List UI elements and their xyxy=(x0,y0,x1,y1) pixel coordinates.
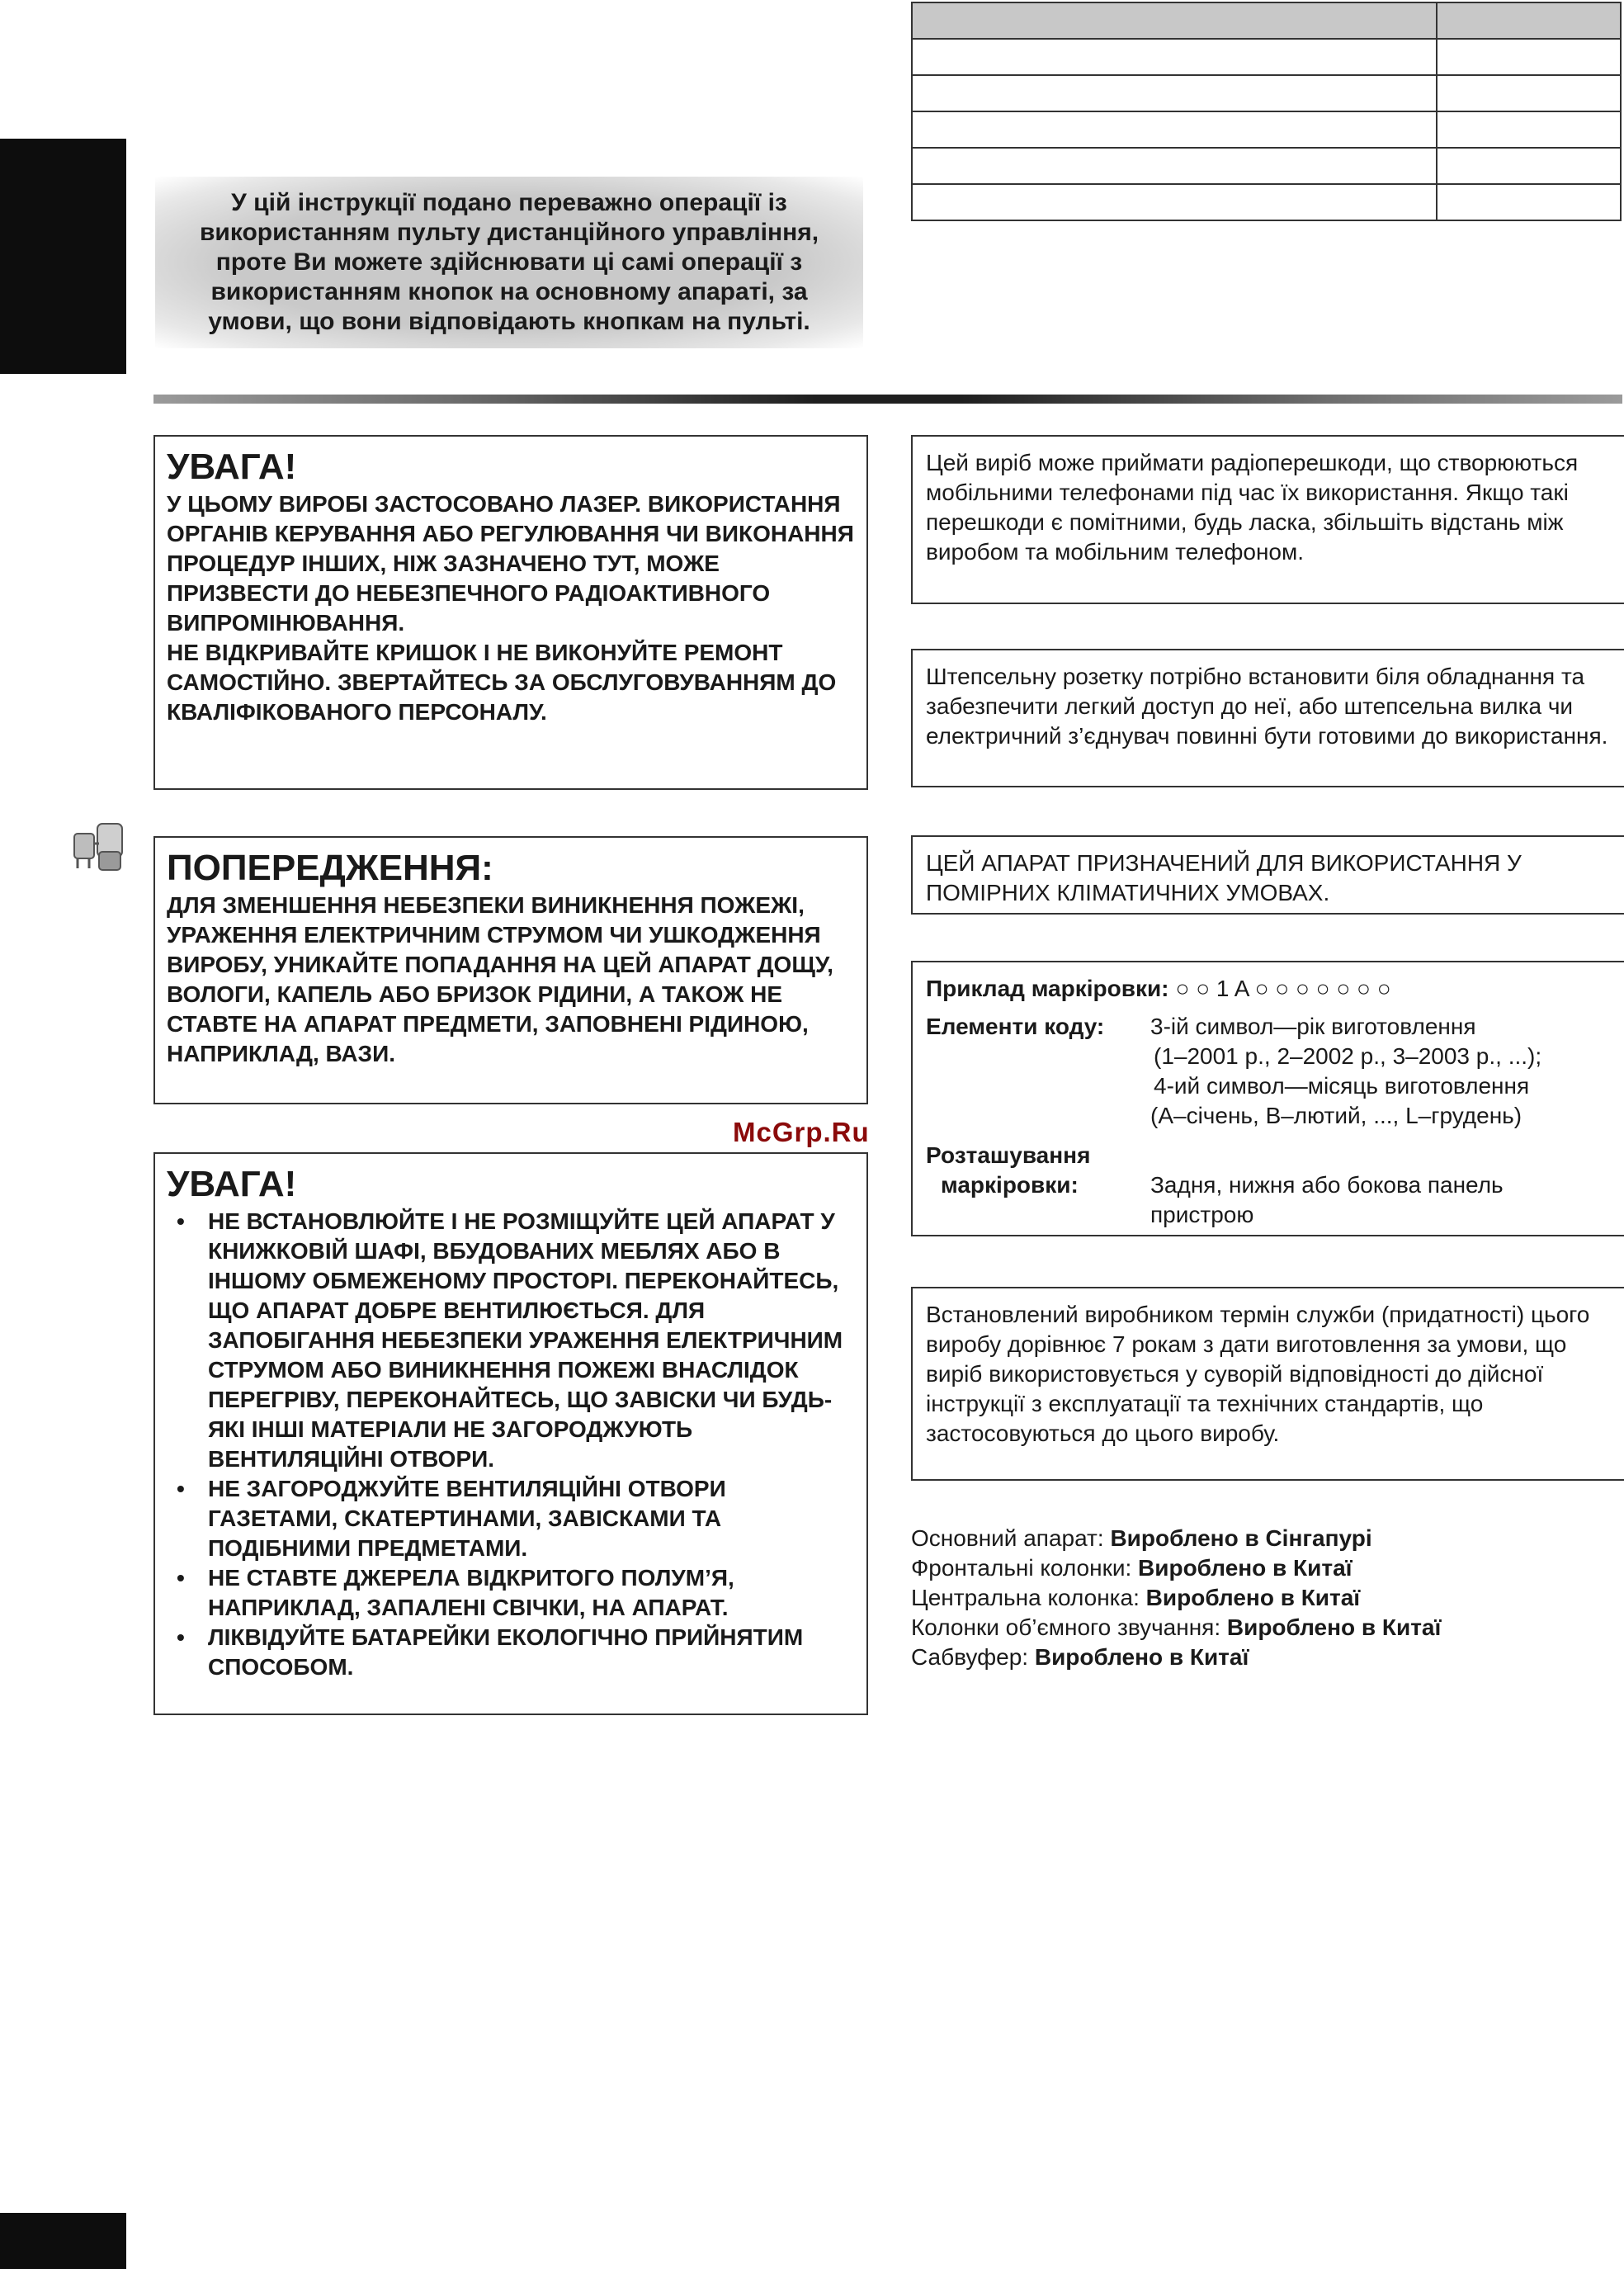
watermark-text: McGrp.Ru xyxy=(733,1117,870,1147)
radio-interference-text: Цей виріб може приймати радіоперешкоди, що створюються мобільними телефонами під час їх використання. Якщо такі перешкоди є помітними, будь ласка, збільшіть відстань між виробом та мобільним телефоном. xyxy=(926,450,1579,565)
socket-info-text: Штепсельну розетку потрібно встановити біля обладнання та забезпечити легкий доступ до неї, або штепсельна вилка чи електричний з’єднувач повинні бути готовими до використання. xyxy=(926,664,1608,749)
laser-warning-text: У ЦЬОМУ ВИРОБІ ЗАСТОСОВАНО ЛАЗЕР. ВИКОРИСТАННЯ ОРГАНІВ КЕРУВАННЯ АБО РЕГУЛЮВАННЯ ЧИ ВИКОНАННЯ ПРОЦЕДУР ІНШИХ, НІЖ ЗАЗНАЧЕНО ТУТ, МОЖЕ ПРИЗВЕСТИ ДО НЕБЕЗПЕЧНОГО РАДІОАКТИВНОГО ВИПРОМІНЮВАННЯ. xyxy=(167,491,854,636)
socket-info-box xyxy=(911,649,1624,787)
list-item: • ЛІКВІДУЙТЕ БАТАРЕЙКИ ЕКОЛОГІЧНО ПРИЙНЯТИМ СПОСОБОМ. xyxy=(177,1624,804,1680)
marking-example-row xyxy=(926,974,1611,1004)
laser-warning-title: УВАГА! xyxy=(167,447,297,487)
marking-info-box xyxy=(911,961,1624,1236)
install-warning-title: УВАГА! xyxy=(167,1164,297,1204)
origin-line: Колонки об’ємного звучання: Вироблено в Китаї xyxy=(911,1614,1442,1640)
fire-warning-text: ДЛЯ ЗМЕНШЕННЯ НЕБЕЗПЕКИ ВИНИКНЕННЯ ПОЖЕЖІ, УРАЖЕННЯ ЕЛЕКТРИЧНИМ СТРУМОМ ЧИ УШКОДЖЕННЯ ВИРОБУ, УНИКАЙТЕ ПОПАДАННЯ НА ЦЕЙ АПАРАТ ДОЩУ, ВОЛОГИ, КАПЕЛЬ АБО БРИЗОК РІДИНИ, А ТАКОЖ НЕ СТАВТЕ НА АПАРАТ ПРЕДМЕТИ, ЗАПОВНЕНІ РІДИНОЮ, НАПРИКЛАД, ВАЗИ. xyxy=(167,892,833,1066)
laser-warning-text-2: НЕ ВІДКРИВАЙТЕ КРИШОК І НЕ ВИКОНУЙТЕ РЕМОНТ САМОСТІЙНО. ЗВЕРТАЙТЕСЬ ЗА ОБСЛУГОВУВАННЯМ ДО КВАЛІФІКОВАНОГО ПЕРСОНАЛУ. xyxy=(167,640,837,725)
list-item: • НЕ ВСТАНОВЛЮЙТЕ І НЕ РОЗМІЩУЙТЕ ЦЕЙ АПАРАТ У КНИЖКОВІЙ ШАФІ, ВБУДОВАНИХ МЕБЛЯХ АБО В ІНШОМУ ОБМЕЖЕНОМУ ПРОСТОРІ. ПЕРЕКОНАЙТЕСЬ, ЩО АПАРАТ ДОБРЕ ВЕНТИЛЮЄТЬСЯ. ДЛЯ ЗАПОБІГАННЯ НЕБЕЗПЕКИ УРАЖЕННЯ ЕЛЕКТРИЧНИМ СТРУМОМ АБО ВИНИКНЕННЯ ПОЖЕЖІ ВНАСЛІДОК ПЕРЕГРІВУ, ПЕРЕКОНАЙТЕСЬ, ЩО ЗАВІСКИ ЧИ БУДЬ-ЯКІ ІНШІ МАТЕРІАЛИ НЕ ЗАГОРОДЖУЮТЬ ВЕНТИЛЯЦІЙНІ ОТВОРИ. xyxy=(177,1208,843,1472)
climate-info-text: ЦЕЙ АПАРАТ ПРИЗНАЧЕНИЙ ДЛЯ ВИКОРИСТАННЯ У ПОМІРНИХ КЛІМАТИЧНИХ УМОВАХ. xyxy=(926,850,1522,905)
marking-location-value: Задня, нижня або бокова панель пристрою xyxy=(1150,1172,1504,1227)
empty-table xyxy=(911,2,1622,221)
marking-location-label-1: Розташування xyxy=(926,1142,1091,1168)
install-warning-box xyxy=(153,1152,868,1715)
marking-example-value: ○ ○ 1 A ○ ○ ○ ○ ○ ○ ○ xyxy=(1175,976,1391,1001)
marking-code-lines: 3-ій символ—рік виготовлення (1–2001 р., 2–2002 р., 3–2003 р., ...); 4-ий символ—місяць виготовлення (A–січень, B–лютий, ..., L–грудень) xyxy=(1150,1014,1542,1128)
origin-line: Фронтальні колонки: Вироблено в Китаї xyxy=(911,1555,1353,1581)
plug-icon xyxy=(69,819,127,873)
fire-warning-title: ПОПЕРЕДЖЕННЯ: xyxy=(167,848,493,888)
lifetime-info-box xyxy=(911,1287,1624,1481)
origin-line: Основний апарат: Вироблено в Сінгапурі xyxy=(911,1525,1372,1551)
origin-line: Центральна колонка: Вироблено в Китаї xyxy=(911,1585,1361,1610)
section-divider xyxy=(153,395,1622,404)
marking-location-label-2: маркіровки: xyxy=(941,1172,1079,1198)
lifetime-info-text: Встановлений виробником термін служби (придатності) цього виробу дорівнює 7 рокам з дати виготовлення за умови, що виріб використовується у суворій відповідності до дійсної інструкції з експлуатації та технічних стандартів, що застосовуються до цього виробу. xyxy=(926,1302,1590,1446)
remote-control-note-text: У цій інструкції подано переважно операції із використанням пульту дистанційного управління, проте Ви можете здійснювати ці самі операції з використанням кнопок на основному апараті, за умови, що вони відповідають кнопкам на пульті. xyxy=(199,189,819,335)
marking-location-row xyxy=(926,1141,1611,1230)
climate-info-box xyxy=(911,835,1624,915)
origin-line: Сабвуфер: Вироблено в Китаї xyxy=(911,1644,1249,1670)
fire-warning-box xyxy=(153,836,868,1104)
page-corner-marker xyxy=(0,2213,126,2269)
list-item: • НЕ СТАВТЕ ДЖЕРЕЛА ВІДКРИТОГО ПОЛУМ’Я, НАПРИКЛАД, ЗАПАЛЕНІ СВІЧКИ, НА АПАРАТ. xyxy=(177,1565,734,1620)
marking-code-row xyxy=(926,1012,1611,1131)
radio-interference-box xyxy=(911,435,1624,604)
marking-code-label: Елементи коду: xyxy=(926,1014,1105,1039)
remote-control-note xyxy=(155,177,863,348)
section-tab-marker xyxy=(0,139,126,374)
install-warning-list xyxy=(167,1207,855,1682)
marking-example-label: Приклад маркіровки: xyxy=(926,976,1169,1001)
list-item: • НЕ ЗАГОРОДЖУЙТЕ ВЕНТИЛЯЦІЙНІ ОТВОРИ ГАЗЕТАМИ, СКАТЕРТИНАМИ, ЗАВІСКАМИ ТА ПОДІБНИМИ ПРЕДМЕТАМИ. xyxy=(177,1476,726,1561)
laser-warning-box xyxy=(153,435,868,790)
